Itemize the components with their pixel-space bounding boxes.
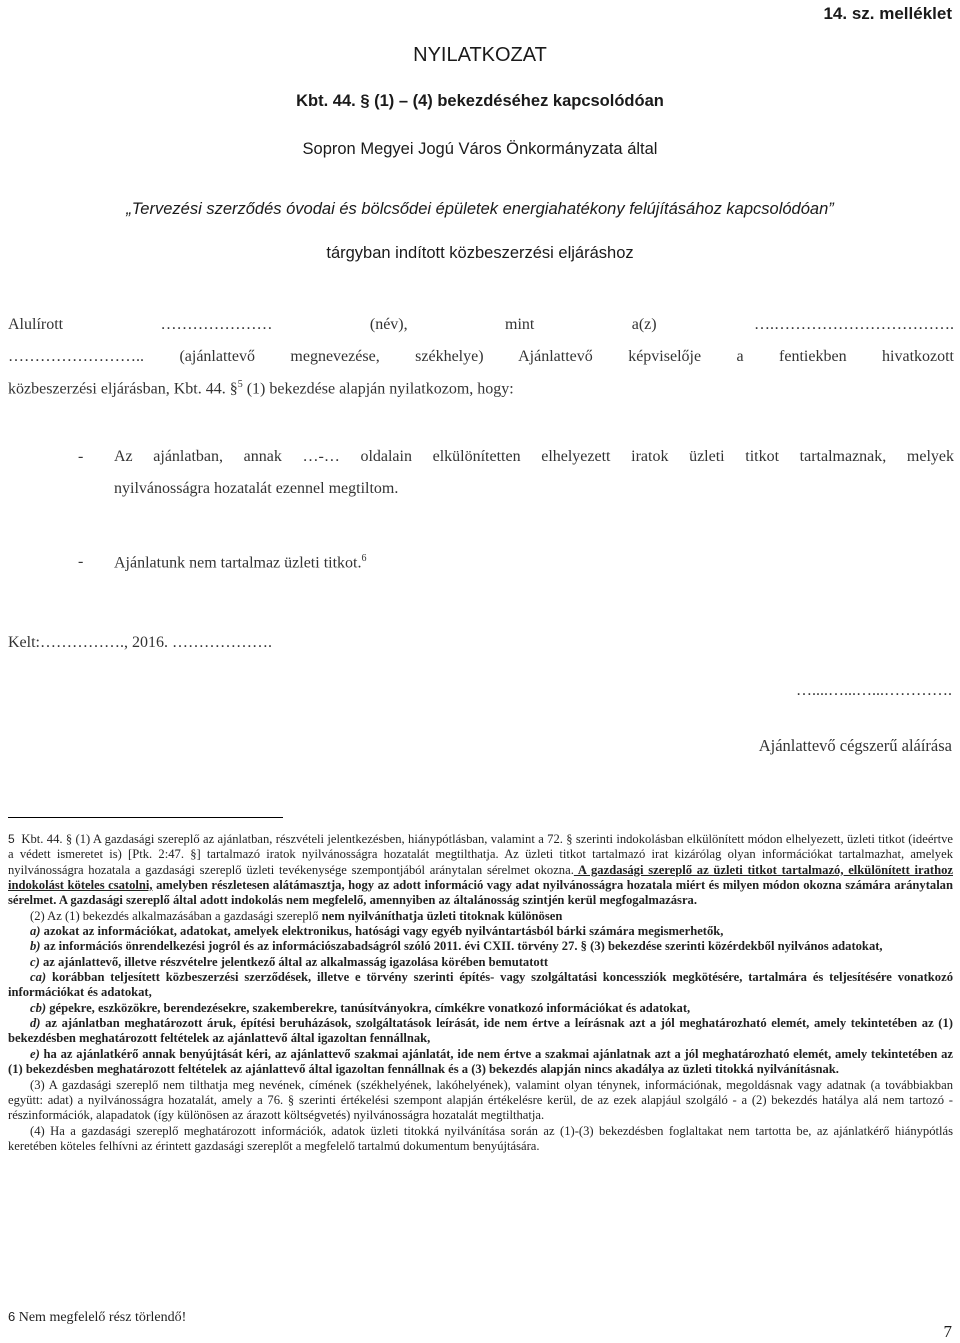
footnote-5-item-e [8, 1047, 953, 1078]
declarant-word-1: Alulírott [8, 316, 64, 333]
project-title-heading: „Tervezési szerződés óvodai és bölcsődei épületek energiahatékony felújításához kapcsolódóan” [126, 200, 834, 218]
declarant-row [8, 316, 954, 334]
footnote-6-text: Nem megfelelő rész törlendő! [15, 1310, 187, 1325]
footnote-5-para-4: (4) Ha a gazdasági szereplő meghatározott információk, adatok üzleti titokká nyilvánítása során az (1)-(3) bekezdésben foglaltakat nem tartotta be, az ajánlatkérő hiánypótlás keretében köteles felhívni az érintett gazdasági szereplőt a megfelelő tartalmú dokumentum benyújtására. [8, 1123, 953, 1153]
fn5-a-text: azokat az információkat, adatokat, amelyek elektronikus, hatósági vagy egyéb nyilvántartásból bárki számára megismerhetők, [40, 924, 724, 939]
fn5-text-2: A gazdasági szereplő az üzleti titkot tartalmazó, elkülönített irathoz indokolást köteles csatolni, [8, 862, 953, 893]
footnote-5-item-c [8, 955, 953, 970]
signature-dots: …....…...…...…………. [796, 682, 952, 699]
fn5-c-letter: c) [30, 954, 40, 969]
fn5-c-text: az ajánlattevő, illetve részvételre jelentkező által az alkalmasság igazolása körében bemutatott [39, 954, 549, 969]
fn5-ref: Kbt. 44. § [21, 832, 73, 846]
page-number: 7 [943, 1322, 952, 1341]
declarant-word-3: mint [505, 316, 535, 333]
declarant-word-2: (név), [369, 316, 408, 333]
footnote-5-para-1 [8, 832, 953, 909]
option-trade-secret-line-1: Az ajánlatban, annak …-… oldalain elkülönítetten elhelyezett iratok üzleti titkot tartalmaznak, melyek [114, 448, 954, 465]
fn5-d-letter: d) [30, 1016, 41, 1031]
footnote-separator [8, 817, 283, 818]
footnote-5-item-cb [8, 1001, 953, 1016]
footnote-ref-5: 5 [237, 379, 243, 390]
footnote-5-item-d [8, 1016, 953, 1047]
declaration-lead-text: (1) bekezdése alapján nyilatkozom, hogy: [242, 380, 514, 398]
company-blank: ….……………………………. [753, 316, 954, 333]
footnote-5-para-2 [8, 909, 953, 924]
declarant-row-2: …………………….. (ajánlattevő megnevezése, székhelye) Ajánlattevő képviselője a fentiekben hivatkozott [8, 348, 954, 365]
fn5-cb-letter: cb) [30, 1000, 47, 1015]
date-line: Kelt:……………., 2016. ………………. [8, 634, 272, 651]
footnote-5-para-3: (3) A gazdasági szereplő nem tilthatja meg nevének, címének (székhelyének, lakóhelyének), valamint olyan ténynek, információnak, megoldásnak vagy adatnak (a továbbiakban együtt: adat) a nyilvánosságra hozatalát, amely a 76. § szerinti értékelési szempont alapján értékelésre kerül, de az ezek alapjául szolgáló - a (2) bekezdés hatálya alá nem tartozó - részinformációk, alapadatok (így különösen az árazott költségvetés) nyilvánosságra hozatalát megtilthatja. [8, 1077, 953, 1123]
footnote-5-item-b [8, 939, 953, 954]
footnote-5-item-ca [8, 970, 953, 1001]
legal-basis-heading: Kbt. 44. § (1) – (4) bekezdéséhez kapcsolódóan [296, 92, 664, 110]
signature-label: Ajánlattevő cégszerű aláírása [758, 736, 952, 755]
list-dash-2: - [78, 553, 84, 570]
procedure-heading: tárgyban indított közbeszerzési eljáráshoz [326, 244, 634, 262]
issuer-heading: Sopron Megyei Jogú Város Önkormányzata által [302, 140, 658, 158]
option-no-trade-secret [114, 553, 366, 572]
fn5-b-letter: b) [30, 939, 41, 954]
list-dash-1: - [78, 448, 84, 465]
fn5-ca-text: korábban teljesített közbeszerzési szerződések, illetve e törvény szerinti építés- vagy szolgáltatási koncessziók megkötésére, tartalmára és teljesítésére vonatkozó információkat és adatokat, [8, 970, 953, 1000]
name-blank: ………………… [160, 316, 273, 333]
fn5-b-text: az információs önrendelkezési jogról és az információszabadságról szóló 2011. évi CXII. törvény 27. § (3) bekezdése szerinti közérdekből nyilvános adatokat, [40, 939, 883, 954]
footnote-5 [8, 832, 953, 1154]
fn5-text-3: amelyben részletesen alátámasztja, hogy az adott információ vagy adat nyilvánosságra hozatala miért és milyen módon okozna számára aránytalan sérelmet. A gazdasági szereplő által adott indokolás nem megfelelő, amennyiben az általánosság szintjén kerül megfogalmazásra. [8, 878, 953, 908]
fn5-p2-bold: nem nyilváníthatja üzleti titoknak különösen [321, 908, 563, 923]
fn5-text-1: (1) A gazdasági szereplő az ajánlatban, részvételi jelentkezésben, hiánypótlásban, valamint a 72. § szerinti indokolásban elkülönített módon elhelyezett, üzleti titkot (ideértve a védett ismeretet is) [Ptk. 2:47. §] tartalmazó iratok nyilvánosságra hozatalát megtilthatja. Az üzleti titkot tartalmazó irat kizárólag olyan információkat tartalmazhat, amelyek nyilvánosságra hozatala a gazdasági szereplő üzleti tevékenysége szempontjából aránytalan sérelmet okozna. [8, 832, 953, 877]
footnote-ref-6: 6 [361, 553, 367, 564]
page-title: NYILATKOZAT [413, 44, 547, 66]
fn5-p2-text: (2) Az (1) bekezdés alkalmazásában a gazdasági szereplő [30, 908, 322, 923]
fn5-cb-text: gépekre, eszközökre, berendezésekre, szakemberekre, tanúsítványokra, címkékre vonatkozó információkat és adatokat, [46, 1000, 691, 1015]
declarant-row-3 [8, 379, 954, 398]
legal-ref-text: közbeszerzési eljárásban, Kbt. 44. § [8, 380, 238, 398]
annex-label: 14. sz. melléklet [823, 4, 952, 23]
fn5-a-letter: a) [30, 924, 41, 939]
option-trade-secret-line-2: nyilvánosságra hozatalát ezennel megtiltom. [114, 480, 399, 497]
fn5-ca-letter: ca) [30, 970, 47, 985]
footnote-5-number: 5 [8, 832, 15, 846]
fn5-e-letter: e) [30, 1046, 40, 1061]
option-no-trade-secret-text: Ajánlatunk nem tartalmaz üzleti titkot. [114, 554, 362, 572]
declarant-word-4: a(z) [631, 316, 657, 333]
fn5-e-text: ha az ajánlatkérő annak benyújtását kéri, az ajánlattevő szakmai ajánlatát, ide nem értve a szakmai ajánlatnak azt a jól meghatározható elemét, amely tekintetében az (1) bekezdésben meghatározott feltételek az ajánlattevő által igazoltan fennállnak és a (3) bekezdés alapján nincs akadálya az üzleti titokká nyilvánításnak. [8, 1046, 953, 1077]
fn5-d-text: az ajánlatban meghatározott áruk, építési beruházások, szolgáltatások leírását, ide nem értve a leírásnak azt a jól meghatározható elemét, amely tekintetében az (1) bekezdésben meghatározott feltételek az ajánlattevő által igazoltan fennállnak, [8, 1016, 953, 1046]
footnote-6 [8, 1309, 953, 1325]
footnote-5-item-a [8, 924, 953, 939]
footnote-6-number: 6 [8, 1309, 16, 1324]
